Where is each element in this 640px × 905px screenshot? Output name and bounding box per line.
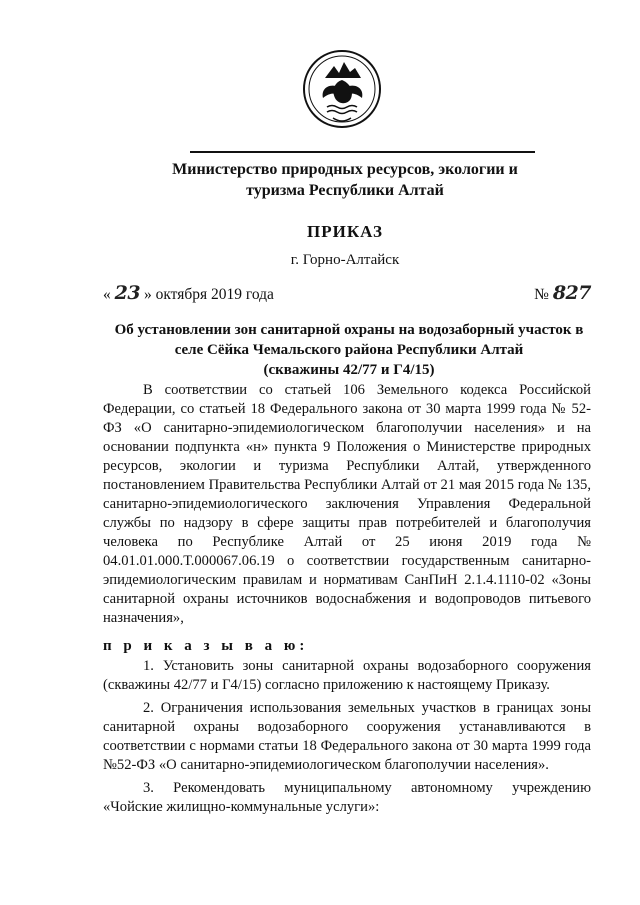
order-item-1: 1. Установить зоны санитарной охраны водозаборного сооружения (скважины 42/77 и Г4/15) согласно приложению к настоящему Приказу. [103, 658, 591, 693]
order-items [103, 657, 591, 821]
order-date-number-line [103, 282, 591, 306]
order-subject [106, 320, 592, 380]
order-word: п р и к а з ы в а ю: [103, 638, 309, 654]
order-title: ПРИКАЗ [307, 222, 383, 241]
header-divider [190, 151, 535, 153]
ministry-line-2: туризма Республики Алтай [246, 182, 444, 199]
subject-line-2: селе Сёйка Чемальского района Республики Алтай [174, 342, 524, 358]
order-date [103, 282, 274, 304]
subject-line-1: Об установлении зон санитарной охраны на водозаборный участок в [114, 322, 584, 338]
order-item-2: 2. Ограничения использования земельных участков в границах зоны санитарной охраны водозаборного сооружения устанавливаются в соответствии с нормами статьи 18 Федерального закона от 30 марта 1999 года №52-ФЗ «О санитарно-эпидемиологическом благополучии населения». [103, 700, 591, 773]
date-rest: » октября 2019 года [143, 286, 274, 303]
order-city: г. Горно-Алтайск [290, 252, 400, 268]
order-item-3: 3. Рекомендовать муниципальному автономному учреждению «Чойские жилищно-коммунальные услуги»: [103, 780, 591, 815]
date-open-quote: « [103, 286, 111, 303]
subject-line-3: (скважины 42/77 и Г4/15) [263, 362, 435, 378]
ministry-name [150, 159, 540, 201]
order-number [534, 282, 591, 304]
preamble-paragraph: В соответствии со статьей 106 Земельного кодекса Российской Федерации, со статьей 18 Федерального закона от 30 марта 1999 года № 52-ФЗ «О санитарно-эпидемиологическом благополучии населения» и на основании подпункта «н» пункта 9 Положения о Министерстве природных ресурсов, экологии и туризма Республики Алтай, утвержденного постановлением Правительства Республики Алтай от 21 мая 2015 года № 135, санитарно-эпидемиологического заключения Управления Федеральной службы по надзору в сфере защиты прав потребителей и благополучия человека по Республике Алтай от 25 июня 2019 года № 04.01.01.000.Т.000067.06.19 о соответствии государственным санитарно-эпидемиологическим правилам и нормативам СанПиН 2.1.4.1110-02 «Зоны санитарной охраны источников водоснабжения и водопроводов питьевого назначения», [103, 382, 591, 626]
coat-of-arms-emblem-icon [301, 44, 383, 134]
handwritten-number: 827 [552, 282, 591, 304]
ministry-line-1: Министерство природных ресурсов, экологии и [172, 161, 518, 178]
handwritten-day: 23 [114, 282, 141, 304]
number-prefix: № [534, 286, 549, 303]
